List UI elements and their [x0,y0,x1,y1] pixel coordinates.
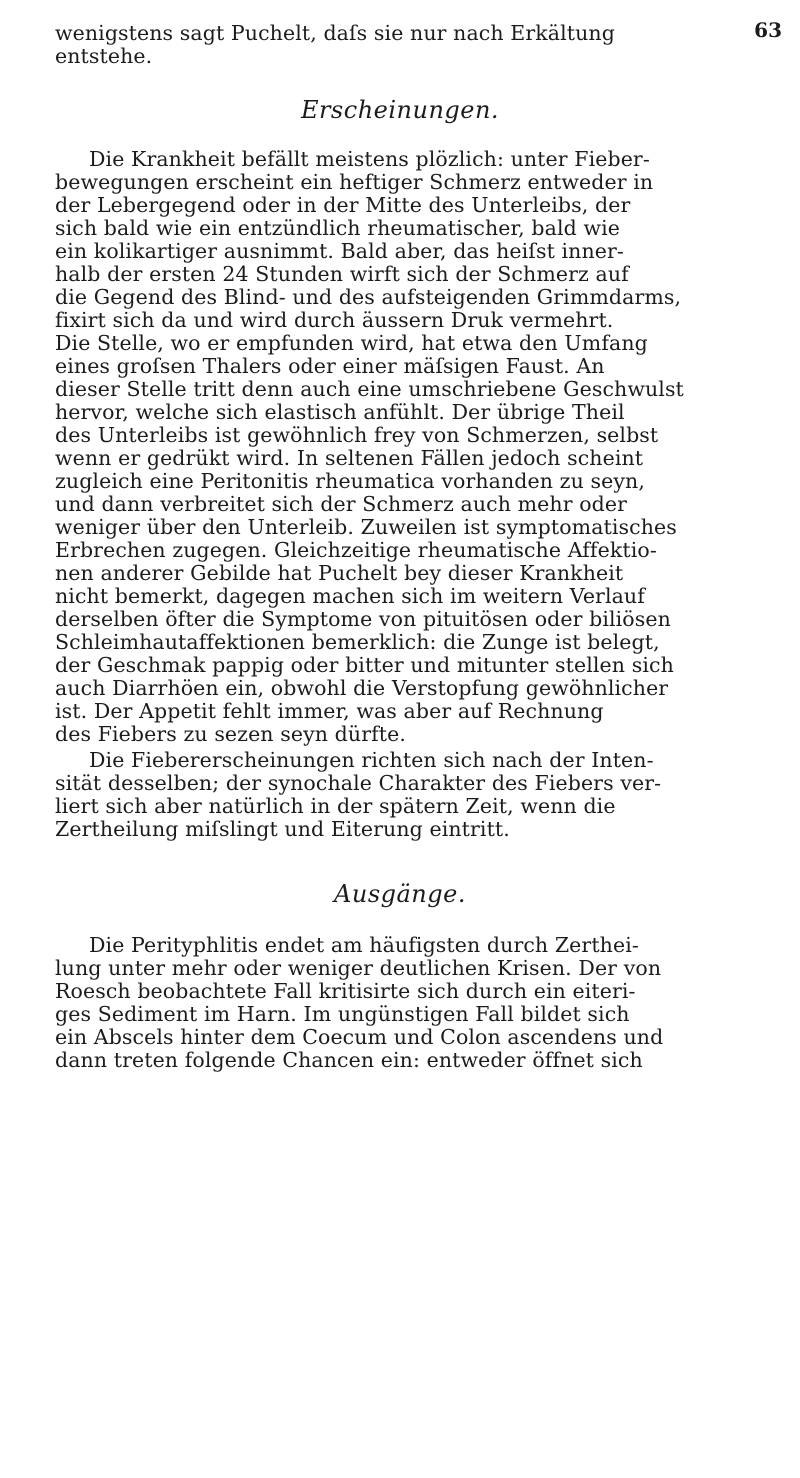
text-line: Die Perityphlitis endet am häufigsten durch Zerthei- [89,934,639,957]
section-heading-erscheinungen: Erscheinungen. [300,96,500,124]
text-line: eines groſsen Thalers oder einer mäſsigen Faust. An [55,355,605,378]
text-line: sich bald wie ein entzündlich rheumatischer, bald wie [55,217,620,240]
text-line: des Fiebers zu sezen seyn dürfte. [55,723,406,746]
text-line: Schleimhautaffektionen bemerklich: die Zunge ist belegt, [55,631,660,654]
page-number: 63 [754,18,782,42]
text-line: hervor, welche sich elastisch anfühlt. Der übrige Theil [55,401,625,424]
text-line: ist. Der Appetit fehlt immer, was aber auf Rechnung [55,700,604,723]
text-line: des Unterleibs ist gewöhnlich frey von Schmerzen, selbst [55,424,659,447]
text-line: Die Krankheit befällt meistens plözlich: unter Fieber- [89,148,650,171]
text-line: derselben öfter die Symptome von pituitösen oder biliösen [55,608,671,631]
text-line: die Gegend des Blind- und des aufsteigenden Grimmdarms, [55,286,682,309]
text-line: der Geschmak pappig oder bitter und mitunter stellen sich [55,654,674,677]
text-line: fixirt sich da und wird durch äussern Druk vermehrt. [55,309,614,332]
section1-paragraph [55,148,755,746]
text-line: Erbrechen zugegen. Gleichzeitige rheumatische Affektio- [55,539,657,562]
text-line: Die Stelle, wo er empfunden wird, hat etwa den Umfang [55,332,648,355]
section-heading-ausgaenge: Ausgänge. [334,880,466,908]
text-line: ges Sediment im Harn. Im ungünstigen Fall bildet sich [55,1003,630,1026]
text-line: halb der ersten 24 Stunden wirft sich der Schmerz auf [55,263,629,286]
text-line: ein kolikartiger ausnimmt. Bald aber, das heiſst inner- [55,240,624,263]
text-line: auch Diarrhöen ein, obwohl die Verstopfung gewöhnlicher [55,677,669,700]
text-line: weniger über den Unterleib. Zuweilen ist symptomatisches [55,516,677,539]
intro-paragraph [55,22,755,68]
text-line: Zertheilung miſslingt und Eiterung eintritt. [55,818,510,841]
text-line: nicht bemerkt, dagegen machen sich im weitern Verlauf [55,585,645,608]
text-line: wenn er gedrükt wird. In seltenen Fällen jedoch scheint [55,447,644,470]
text-line: sität desselben; der synochale Charakter des Fiebers ver- [55,772,662,795]
section2-paragraph [55,934,755,1072]
text-line: zugleich eine Peritonitis rheumatica vorhanden zu seyn, [55,470,645,493]
text-line: dieser Stelle tritt denn auch eine umschriebene Geschwulst [55,378,684,401]
text-line: Die Fiebererscheinungen richten sich nach der Inten- [89,749,654,772]
section1-paragraph-2 [55,749,755,841]
text-line: entstehe. [55,45,153,68]
text-line: und dann verbreitet sich der Schmerz auch mehr oder [55,493,628,516]
text-line: nen anderer Gebilde hat Puchelt bey dieser Krankheit [55,562,624,585]
text-line: wenigstens sagt Puchelt, daſs sie nur nach Erkältung [55,22,615,45]
text-line: liert sich aber natürlich in der spätern Zeit, wenn die [55,795,616,818]
text-line: der Lebergegend oder in der Mitte des Unterleibs, der [55,194,631,217]
text-line: bewegungen erscheint ein heftiger Schmerz entweder in [55,171,654,194]
text-line: lung unter mehr oder weniger deutlichen Krisen. Der von [55,957,662,980]
text-line: dann treten folgende Chancen ein: entweder öffnet sich [55,1049,643,1072]
text-line: ein Abscels hinter dem Coecum und Colon ascendens und [55,1026,664,1049]
text-line: Roesch beobachtete Fall kritisirte sich durch ein eiteri- [55,980,636,1003]
